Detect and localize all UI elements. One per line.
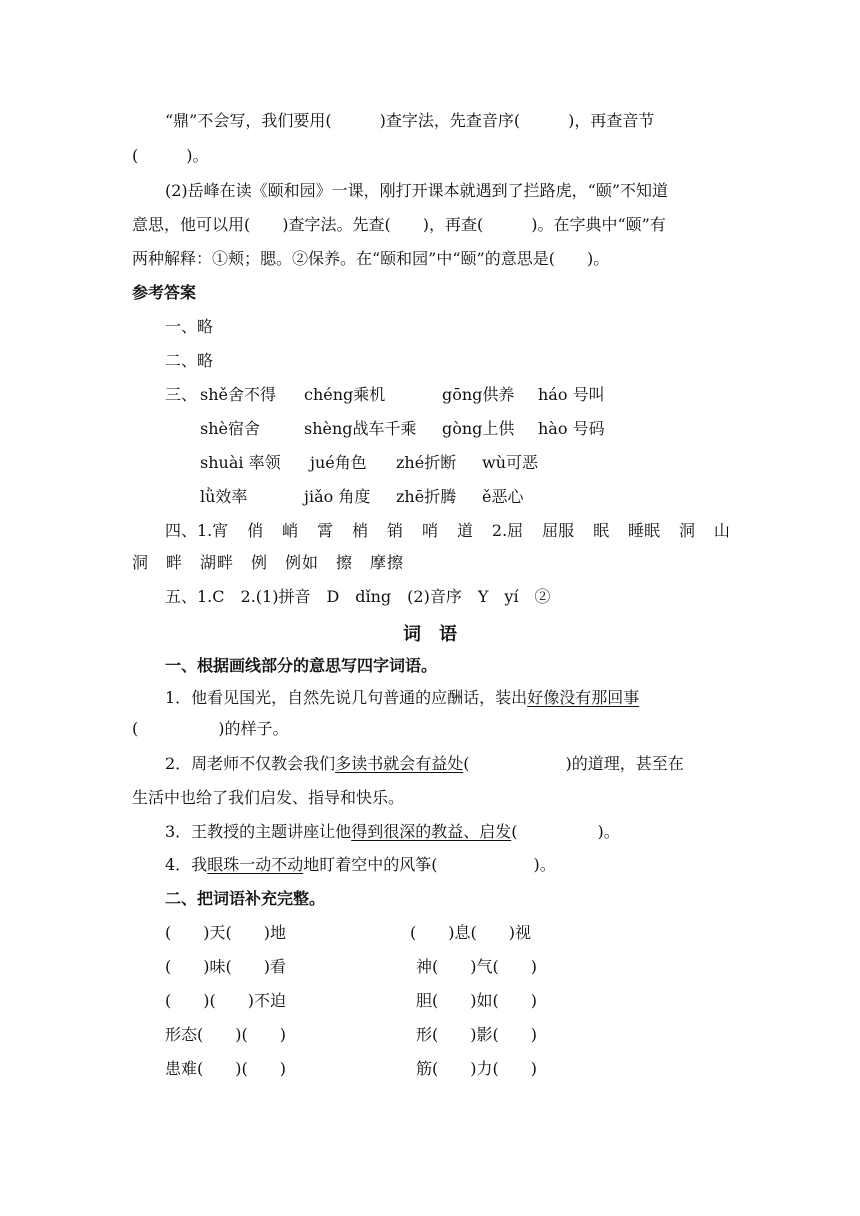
answer-line: 洞 畔 湖畔 例 例如 擦 摩擦 (132, 553, 405, 572)
pinyin-answer: zhé折断 (396, 453, 457, 472)
question-line (165, 687, 639, 709)
answer-word: 霄 (317, 521, 334, 540)
answer-word: 睡眠 (628, 521, 661, 540)
pinyin-answer: wù可恶 (482, 453, 539, 472)
pinyin-answer: jué角色 (310, 453, 367, 472)
question-text: 3．王教授的主题讲座让他 (165, 822, 352, 841)
question-line (165, 753, 684, 775)
underlined-phrase: 好像没有那回事 (527, 688, 640, 707)
question-line: 生活中也给了我们启发、指导和快乐。 (132, 788, 405, 807)
answer-word: 峭 (282, 521, 299, 540)
answer-word: 四、1.宵 (165, 521, 229, 540)
answer-word: 梢 (352, 521, 369, 540)
question-text-line: “鼎”不会写，我们要用( )查字法，先查音序( )，再查音节 (165, 111, 655, 130)
idiom-blank: 筋( )力( ) (416, 1059, 537, 1078)
idiom-blank: 神( )气( ) (416, 957, 537, 976)
answer-word: 俏 (247, 521, 264, 540)
question-line: ( )的样子。 (132, 719, 289, 738)
pinyin-answer: shè宿舍 (200, 419, 260, 438)
pinyin-answer: lǜ效率 (200, 487, 248, 506)
answer-word: 屈服 (542, 521, 575, 540)
section-heading: 二、把词语补充完整。 (165, 889, 326, 908)
pinyin-answer: shèng战车千乘 (304, 419, 417, 438)
question-text: ( )的道理，甚至在 (463, 754, 684, 773)
idiom-blank: 形( )影( ) (416, 1025, 537, 1044)
underlined-phrase: 多读书就会有益处 (335, 754, 464, 773)
answer-line: 一、略 (165, 317, 214, 336)
answer-line (165, 520, 730, 542)
question-text-line: ( )。 (132, 146, 209, 165)
pinyin-answer: shuài 率领 (200, 453, 281, 472)
answers-heading: 参考答案 (132, 283, 197, 302)
answer-word: 山 (713, 521, 730, 540)
underlined-phrase: 得到很深的教益、启发 (351, 822, 512, 841)
section-title: 词 语 (403, 624, 457, 645)
answer-word: 销 (387, 521, 404, 540)
question-text: 1．他看见国光，自然先说几句普通的应酬话，装出 (165, 688, 528, 707)
answer-line: 五、1.C 2.(1)拼音 D dǐng (2)音序 Y yí ② (165, 587, 551, 606)
pinyin-answer: jiǎo 角度 (304, 487, 371, 506)
answer-word: 洞 (678, 521, 695, 540)
question-line (165, 821, 620, 843)
answer-word: 2.屈 (491, 521, 524, 540)
question-text-line: (2)岳峰在读《颐和园》一课，刚打开课本就遇到了拦路虎，“颐”不知道 (165, 181, 669, 200)
idiom-blank: 患难( )( ) (165, 1059, 286, 1078)
question-text-line: 意思，他可以用( )查字法。先查( )，再查( )。在字典中“颐”有 (132, 215, 666, 234)
idiom-blank: 胆( )如( ) (416, 991, 537, 1010)
pinyin-answer: shě舍不得 (200, 385, 276, 404)
pinyin-answer: gōng供养 (442, 385, 515, 404)
pinyin-answer: zhē折腾 (396, 487, 457, 506)
question-line (165, 854, 556, 876)
question-text: ( )。 (511, 822, 620, 841)
idiom-blank: ( )味( )看 (165, 957, 286, 976)
pinyin-answer: chéng乘机 (304, 385, 386, 404)
underlined-phrase: 眼珠一动不动 (207, 855, 304, 874)
question-text: 2．周老师不仅教会我们 (165, 754, 336, 773)
pinyin-answer: háo 号叫 (538, 385, 605, 404)
answer-word: 道 (456, 521, 473, 540)
answer-prefix: 三、 (165, 385, 198, 404)
answer-line: 二、略 (165, 351, 214, 370)
idiom-blank: 形态( )( ) (165, 1025, 286, 1044)
answer-word: 眠 (593, 521, 610, 540)
pinyin-answer: hào 号码 (538, 419, 605, 438)
answer-word: 哨 (421, 521, 438, 540)
idiom-blank: ( )( )不迫 (165, 991, 286, 1010)
question-text: 地盯着空中的风筝( )。 (303, 855, 556, 874)
question-text: 4．我 (165, 855, 208, 874)
section-heading: 一、根据画线部分的意思写四字词语。 (165, 656, 438, 675)
pinyin-answer: ě恶心 (482, 487, 524, 506)
pinyin-answer: gòng上供 (442, 419, 515, 438)
idiom-blank: ( )息( )视 (410, 923, 531, 942)
question-text-line: 两种解释：①颊；腮。②保养。在“颐和园”中“颐”的意思是( )。 (132, 249, 610, 268)
idiom-blank: ( )天( )地 (165, 923, 286, 942)
